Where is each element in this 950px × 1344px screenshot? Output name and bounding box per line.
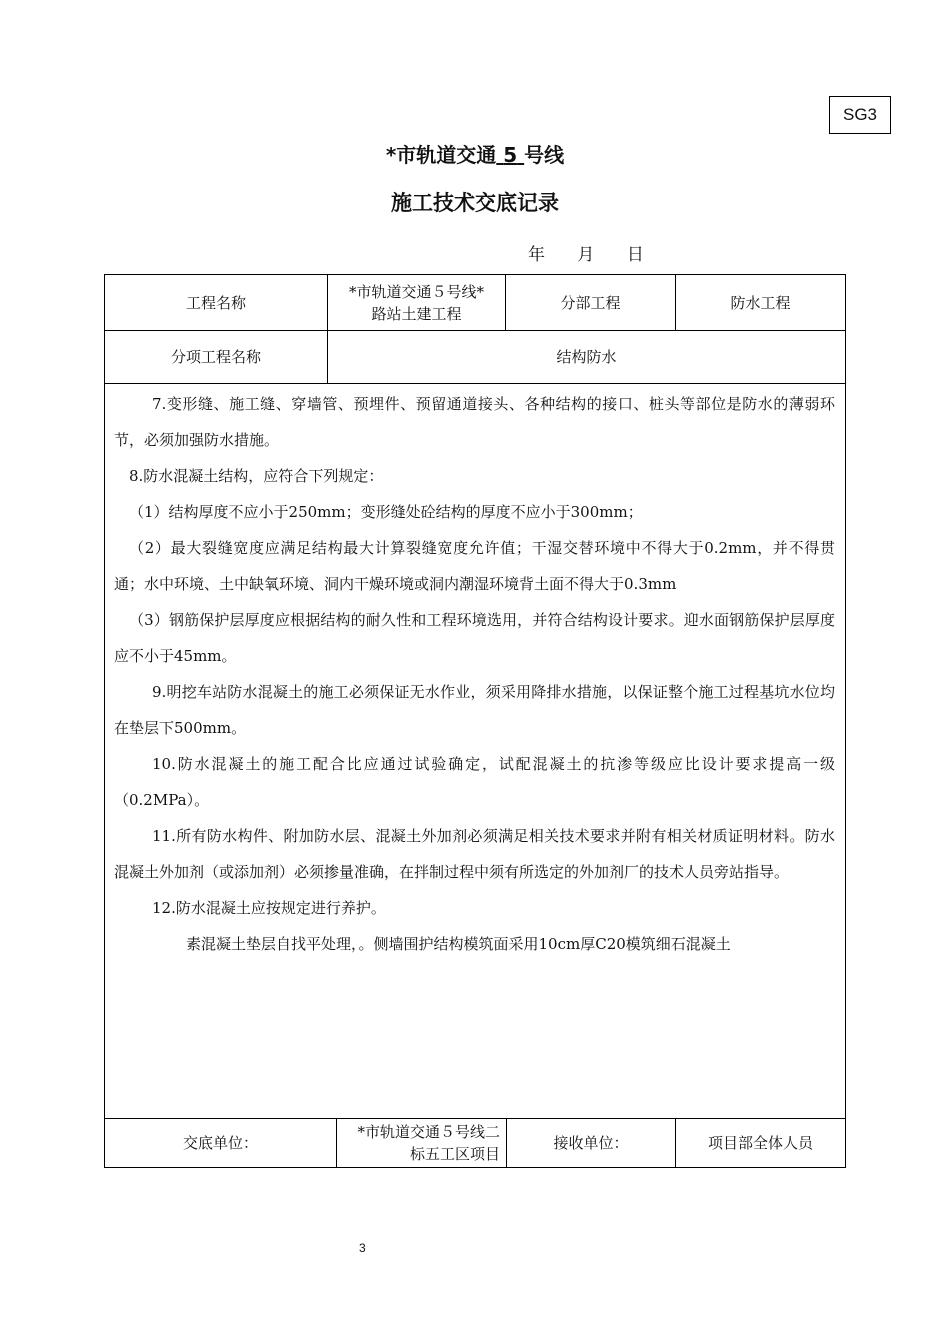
form-code-badge: SG3 [829,96,891,134]
handover-label: 交底单位： [105,1119,337,1167]
document-title [0,139,950,168]
title-line-number: 5 [503,143,518,167]
page-number: 3 [359,1241,366,1255]
document-subtitle: 施工技术交底记录 [391,191,559,215]
content-paragraph: 11.所有防水构件、附加防水层、混凝土外加剂必须满足相关技术要求并附有相关材质证明材料。防水混凝土外加剂（或添加剂）必须掺量准确，在拌制过程中须有所选定的外加剂厂的技术人员旁站指导。 [114,827,835,881]
table-row-subitem [105,331,845,384]
table-row-signoff [105,1119,845,1167]
content-paragraph: 7.变形缝、施工缝、穿墙管、预埋件、预留通道接头、各种结构的接口、桩头等部位是防水的薄弱环节，必须加强防水措施。 [114,395,835,449]
disclosure-table [104,274,846,1168]
content-paragraph: （2）最大裂缝宽度应满足结构最大计算裂缝宽度允许值；干湿交替环境中不得大于0.2mm，并不得贯通；水中环境、土中缺氧环境、洞内干燥环境或洞内潮湿环境背土面不得大于0.3mm [114,539,835,593]
content-paragraph: 10.防水混凝土的施工配合比应通过试验确定，试配混凝土的抗渗等级应比设计要求提高一级（0.2MPa）。 [114,755,835,809]
subitem-label: 分项工程名称 [105,331,328,383]
handover-value: *市轨道交通５号线二标五工区项目 [337,1119,507,1167]
content-paragraph: 9.明挖车站防水混凝土的施工必须保证无水作业，须采用降排水措施，以保证整个施工过程基坑水位均在垫层下500mm。 [114,683,835,737]
receiver-value: 项目部全体人员 [707,1134,813,1152]
receiver-label: 接收单位： [507,1119,676,1167]
disclosure-content [105,384,845,1119]
content-paragraph: 8.防水混凝土结构，应符合下列规定： [129,467,384,485]
table-row-project [105,275,845,331]
title-prefix: *市轨道交通 [385,143,497,167]
project-name-label: 工程名称 [105,275,328,330]
subitem-value: 结构防水 [556,348,617,366]
content-paragraph: （1）结构厚度不应小于250mm；变形缝处砼结构的厚度不应小于300mm； [129,503,643,521]
division-value: 防水工程 [730,293,791,312]
division-label: 分部工程 [506,275,676,330]
project-name-value: *市轨道交通５号线*路站土建工程 [328,275,506,330]
content-paragraph: （3）钢筋保护层厚度应根据结构的耐久性和工程环境选用，并符合结构设计要求。迎水面钢筋保护层厚度应不小于45mm。 [114,611,835,665]
content-paragraph: 素混凝土垫层自找平处理，。侧墙围护结构模筑面采用10cm厚C20模筑细石混凝土 [186,935,731,953]
date-line: 年 月 日 [528,245,644,265]
title-suffix: 号线 [524,143,565,167]
content-paragraph: 12.防水混凝土应按规定进行养护。 [152,899,386,917]
